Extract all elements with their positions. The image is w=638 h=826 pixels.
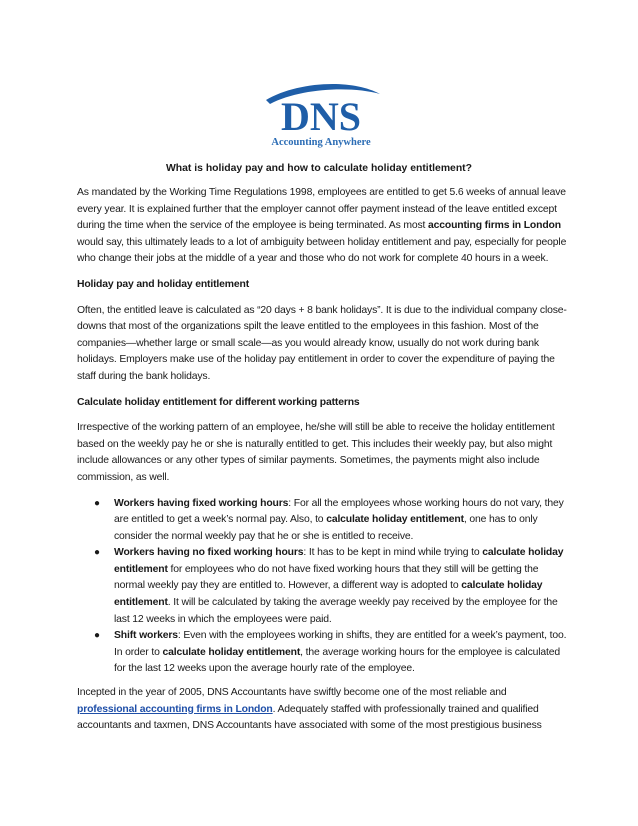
intro-paragraph: [77, 185, 569, 268]
list-item: [94, 628, 569, 678]
dns-logo-graphic: [256, 80, 386, 152]
bullet-keyword: calculate holiday entitlement: [326, 514, 464, 526]
bullet-lead: Shift workers: [114, 630, 178, 642]
bullet-dot-icon: ●: [94, 547, 100, 559]
logo-tagline: Accounting Anywhere: [271, 137, 371, 148]
holiday-pay-paragraph: Often, the entitled leave is calculated as “20 days + 8 bank holidays”. It is due to the individual company close-downs that most of the organizations spilt the leave entitled to the employees in this fashion. Most of the companies—whether large or small scale—as you would already know, usually do not work during bank holidays. Employers make use of the holiday pay entitlement in order to cover the expenditure of paying the staff during the bank holidays.: [77, 304, 567, 382]
intro-keyword: accounting firms in London: [428, 220, 561, 232]
intro-text-2: would say, this ultimately leads to a lot of ambiguity between holiday entitlement and pay, especially for people who change their jobs at the middle of a year and those who do not work for complete 40 hours in a week.: [77, 236, 567, 265]
bullet-keyword: calculate holiday entitlement: [114, 580, 543, 609]
bullet-text: : Even with the employees working in shifts, they are entitled for a week’s payment, too. In order to: [114, 630, 567, 658]
list-item: [94, 545, 569, 628]
section-heading-holiday-pay: Holiday pay and holiday entitlement: [77, 278, 249, 290]
bullet-dot-icon: ●: [94, 630, 100, 642]
dns-logo: [256, 80, 386, 152]
document-body: [77, 185, 569, 744]
closing-text-2: . Adequately staffed with professionally trained and qualified accountants and taxmen, DNS Accountants have associated with some of the most prestigious business: [77, 703, 542, 732]
accounting-firms-link[interactable]: professional accounting firms in London: [77, 703, 273, 715]
bullet-keyword: calculate holiday entitlement: [162, 646, 301, 658]
intro-text-1: As mandated by the Working Time Regulations 1998, employees are entitled to get 5.6 weeks of annual leave every year. It is explained further that the employer cannot offer payment instead of the leave entitled except during the time when the service of the employee is being terminated. As most: [77, 187, 566, 232]
bullet-text: , one has to only consider the normal weekly pay that he or she is entitled to receive.: [114, 514, 538, 542]
section-heading-working-patterns: Calculate holiday entitlement for different working patterns: [77, 396, 360, 408]
bullet-keyword: calculate holiday entitlement: [114, 547, 564, 575]
bullet-text: , the average working hours for the employee is calculated for the last 12 weeks upon the average hourly rate of the employee.: [114, 646, 561, 675]
bullet-text: : For all the employees whose working hours do not vary, they are entitled to get a week’s normal pay. Also, to: [114, 497, 564, 526]
bullet-text: . It will be calculated by taking the average weekly pay received by the employee for the last 12 weeks in which the employees were paid.: [114, 597, 558, 625]
document-title: What is holiday pay and how to calculate holiday entitlement?: [166, 163, 472, 174]
bullet-text: : It has to be kept in mind while trying to: [303, 547, 483, 559]
bullet-text: for employees who do not have fixed working hours that they still will be getting the normal weekly pay they are entitled to. However, a different way is adopted to: [114, 563, 539, 592]
bullet-lead: Workers having fixed working hours: [114, 497, 289, 509]
bullet-lead: Workers having no fixed working hours: [114, 547, 304, 559]
logo-wordmark: DNS: [280, 94, 362, 139]
bullet-dot-icon: ●: [94, 497, 100, 509]
closing-paragraph: [77, 685, 569, 735]
list-item: [94, 496, 569, 546]
bullet-list: [77, 496, 569, 679]
closing-text-1: Incepted in the year of 2005, DNS Accountants have swiftly become one of the most reliable and: [77, 687, 507, 699]
working-patterns-paragraph: Irrespective of the working pattern of an employee, he/she will still be able to receive the holiday entitlement based on the weekly pay he or she is naturally entitled to get. This includes their weekly pay, but also might include allowances or any other types of similar payments. Sometimes, the payments might also include commission, as well.: [77, 422, 555, 483]
